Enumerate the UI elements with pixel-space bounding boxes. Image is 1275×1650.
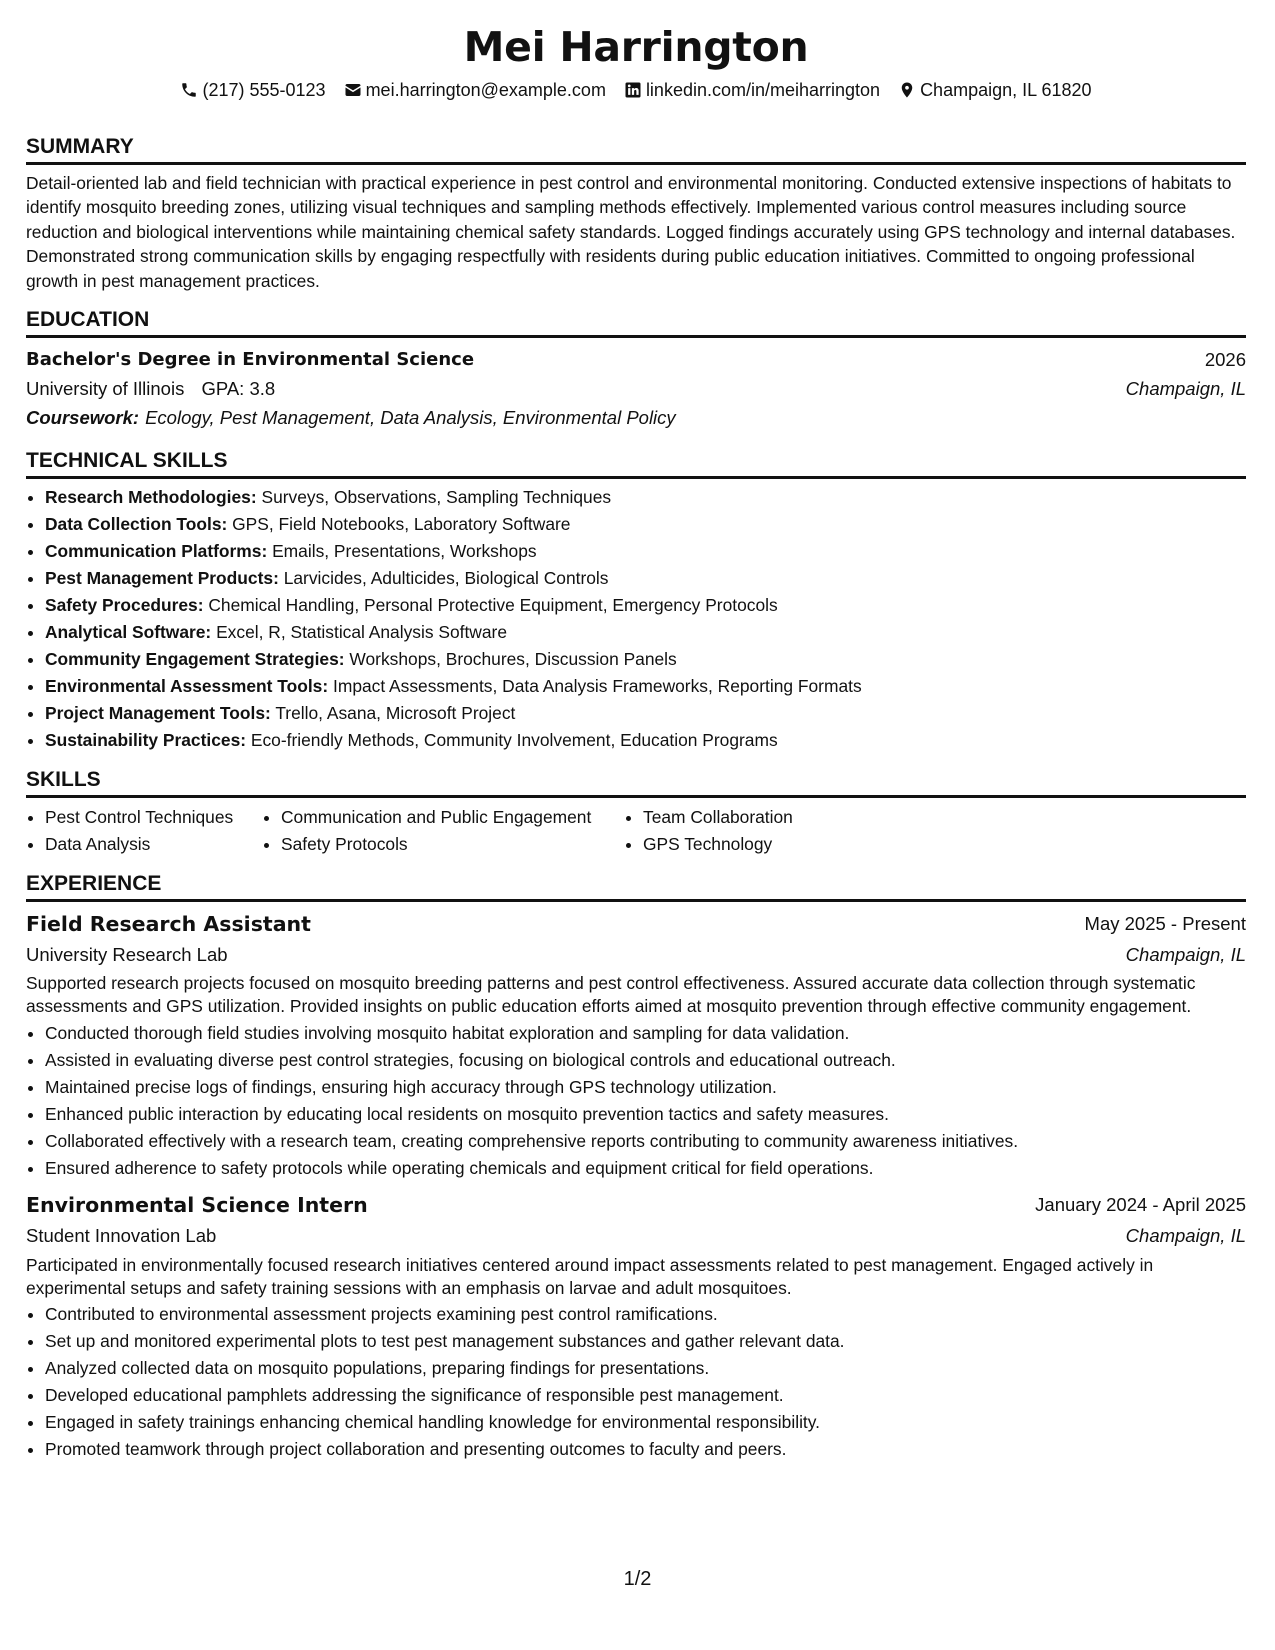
job-summary: Participated in environmentally focused research initiatives centered around impact assessments related to pest management. Engaged actively in experimental setups and safety training sessions with an emphasis on larvae and adult mosquitoes. xyxy=(26,1254,1154,1298)
job-bullet: • Maintained precise logs of findings, ensuring high accuracy through GPS technology utilization. xyxy=(45,1074,1246,1101)
contact-bar xyxy=(26,78,1246,102)
technical-skill-item xyxy=(45,700,1246,727)
technical-skill-value: Impact Assessments, Data Analysis Frameworks, Reporting Formats xyxy=(333,676,862,697)
technical-skill-value: Emails, Presentations, Workshops xyxy=(272,541,537,562)
skill-item: • Pest Control Techniques xyxy=(45,804,262,831)
skill-item: • Data Analysis xyxy=(45,831,262,858)
technical-skill-label: Data Collection Tools: xyxy=(45,514,228,535)
skill-item: • Safety Protocols xyxy=(281,831,624,858)
technical-skill-value: Eco-friendly Methods, Community Involvement, Education Programs xyxy=(250,730,778,751)
skills-column xyxy=(26,804,262,858)
graduation-year: 2026 xyxy=(1204,348,1246,370)
contact-location xyxy=(898,78,1091,102)
education-section xyxy=(26,307,1246,433)
skill-item: • Communication and Public Engagement xyxy=(281,804,624,831)
technical-skill-label: Pest Management Products: xyxy=(45,568,279,589)
linkedin-text: linkedin.com/in/meiharrington xyxy=(645,80,881,100)
section-title-education: EDUCATION xyxy=(26,307,1246,338)
school-line xyxy=(26,378,275,400)
email-text: mei.harrington@example.com xyxy=(365,80,606,100)
section-title-summary: SUMMARY xyxy=(26,134,1246,165)
school-location: Champaign, IL xyxy=(1125,377,1246,399)
summary-text: Detail-oriented lab and field technician with practical experience in pest control and environmental monitoring. Conducted extensive inspections of habitats to identify mosquito breeding zones, utilizing visual techniques and sampling methods effectively. Implemented various control measures including source reduction and biological interventions while maintaining chemical safety standards. Logged findings accurately using GPS technology and internal databases. Demonstrated strong communication skills by engaging respectfully with residents during public education initiatives. Committed to ongoing professional growth in pest management practices. xyxy=(26,173,1236,291)
job-bullets xyxy=(26,1301,1246,1463)
contact-linkedin[interactable] xyxy=(624,78,880,102)
technical-skill-label: Community Engagement Strategies: xyxy=(45,649,345,670)
job-bullet: • Enhanced public interaction by educating local residents on mosquito prevention tactics and safety measures. xyxy=(45,1101,1246,1128)
technical-skill-item xyxy=(45,592,1246,619)
job-title: Field Research Assistant xyxy=(26,911,311,936)
technical-skill-item xyxy=(45,727,1246,754)
job-dates: January 2024 - April 2025 xyxy=(1035,1194,1246,1216)
gpa: GPA: 3.8 xyxy=(201,377,276,399)
technical-skill-item xyxy=(45,511,1246,538)
job-location: Champaign, IL xyxy=(1125,943,1246,965)
technical-skill-item xyxy=(45,565,1246,592)
technical-skill-label: Sustainability Practices: xyxy=(45,730,247,751)
technical-skill-value: Workshops, Brochures, Discussion Panels xyxy=(349,649,677,670)
technical-skill-item xyxy=(45,646,1246,673)
experience-section xyxy=(26,871,1246,1463)
linkedin-icon xyxy=(624,81,642,99)
job-bullet: • Engaged in safety trainings enhancing chemical handling knowledge for environmental responsibility. xyxy=(45,1409,1246,1436)
technical-skill-item xyxy=(45,619,1246,646)
job-bullet: • Assisted in evaluating diverse pest control strategies, focusing on biological controls and educational outreach. xyxy=(45,1047,1246,1074)
job-bullet: • Set up and monitored experimental plots to test pest management substances and gather relevant data. xyxy=(45,1328,1246,1355)
job-bullets xyxy=(26,1020,1246,1182)
section-title-technical-skills: TECHNICAL SKILLS xyxy=(26,448,1246,479)
job-entry xyxy=(26,908,1246,1182)
job-organization: Student Innovation Lab xyxy=(26,1225,217,1247)
technical-skills-section xyxy=(26,448,1246,754)
technical-skill-label: Communication Platforms: xyxy=(45,541,268,562)
technical-skill-value: Larvicides, Adulticides, Biological Controls xyxy=(283,568,609,589)
location-text: Champaign, IL 61820 xyxy=(920,80,1092,100)
skills-column xyxy=(624,804,924,858)
envelope-icon xyxy=(344,81,362,99)
technical-skill-item xyxy=(45,484,1246,511)
section-title-experience: EXPERIENCE xyxy=(26,871,1246,902)
phone-text: (217) 555-0123 xyxy=(202,80,326,100)
technical-skill-label: Analytical Software: xyxy=(45,622,212,643)
technical-skill-value: Surveys, Observations, Sampling Techniques xyxy=(261,487,612,508)
resume-page xyxy=(26,0,1246,1463)
technical-skill-label: Environmental Assessment Tools: xyxy=(45,676,329,697)
coursework-list: Ecology, Pest Management, Data Analysis, Environmental Policy xyxy=(145,407,676,429)
job-bullet: • Collaborated effectively with a research team, creating comprehensive reports contributing to community awareness initiatives. xyxy=(45,1128,1246,1155)
contact-email[interactable] xyxy=(344,78,606,102)
job-bullet: • Contributed to environmental assessment projects examining pest control ramifications. xyxy=(45,1301,1246,1328)
degree-title: Bachelor's Degree in Environmental Science xyxy=(26,349,475,371)
job-dates: May 2025 - Present xyxy=(1084,912,1246,934)
technical-skill-item xyxy=(45,538,1246,565)
technical-skill-value: Excel, R, Statistical Analysis Software xyxy=(216,622,507,643)
job-location: Champaign, IL xyxy=(1125,1225,1246,1247)
skill-item: • GPS Technology xyxy=(643,831,924,858)
contact-phone xyxy=(180,78,325,102)
summary-section xyxy=(26,134,1246,293)
technical-skills-list xyxy=(26,484,1246,754)
skills-column xyxy=(262,804,624,858)
job-bullet: • Ensured adherence to safety protocols while operating chemicals and equipment critical for field operations. xyxy=(45,1155,1246,1182)
technical-skill-label: Safety Procedures: xyxy=(45,595,204,616)
skills-grid xyxy=(26,804,1246,858)
section-title-skills: SKILLS xyxy=(26,767,1246,798)
technical-skill-label: Project Management Tools: xyxy=(45,703,271,724)
page-number: 1/2 xyxy=(623,1568,652,1590)
job-bullet: • Promoted teamwork through project collaboration and presenting outcomes to faculty and peers. xyxy=(45,1436,1246,1463)
job-entry xyxy=(26,1190,1246,1464)
technical-skill-value: GPS, Field Notebooks, Laboratory Software xyxy=(232,514,571,535)
job-title: Environmental Science Intern xyxy=(26,1193,368,1218)
skills-section xyxy=(26,767,1246,858)
job-summary: Supported research projects focused on mosquito breeding patterns and pest control effectiveness. Assured accurate data collection through systematic assessments and GPS utilization. Provided insights on public education efforts aimed at mosquito prevention through effective community engagement. xyxy=(26,973,1196,1017)
school-name: University of Illinois xyxy=(26,377,185,399)
phone-icon xyxy=(180,81,198,99)
technical-skill-label: Research Methodologies: xyxy=(45,487,257,508)
job-bullet: • Developed educational pamphlets addressing the significance of responsible pest management. xyxy=(45,1382,1246,1409)
coursework-line xyxy=(26,403,1246,433)
coursework-label: Coursework: xyxy=(26,407,140,429)
technical-skill-value: Trello, Asana, Microsoft Project xyxy=(275,703,516,724)
technical-skill-item xyxy=(45,673,1246,700)
candidate-name: Mei Harrington xyxy=(463,23,809,71)
skill-item: • Team Collaboration xyxy=(643,804,924,831)
technical-skill-value: Chemical Handling, Personal Protective Equipment, Emergency Protocols xyxy=(208,595,778,616)
job-bullet: • Analyzed collected data on mosquito populations, preparing findings for presentations. xyxy=(45,1355,1246,1382)
job-organization: University Research Lab xyxy=(26,943,228,965)
job-bullet: • Conducted thorough field studies involving mosquito habitat exploration and sampling for data validation. xyxy=(45,1020,1246,1047)
map-pin-icon xyxy=(898,81,916,99)
